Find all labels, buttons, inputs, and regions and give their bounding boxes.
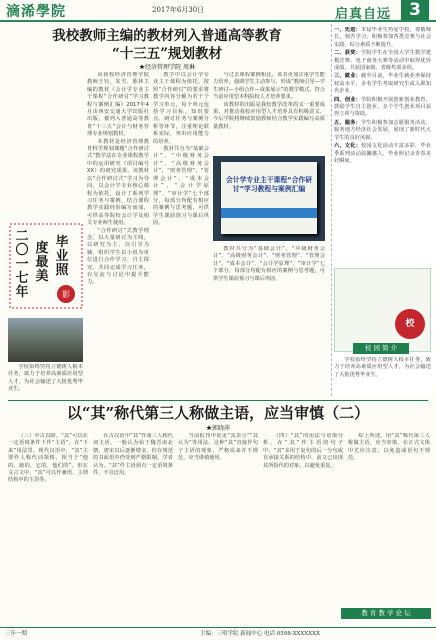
paragraph: （三）中古以降，“其”可以在一定语境条件下作“主语”，在“下来”用法里。现代汉语中，“其”主要作人称代词领格，相当于“他的、她的、它的、他们的”。但在文言文中，“其”可以作兼语、主谓结构中的主语等。 [8,433,88,484]
paragraph: 当前报刊中常见“其表示”“其认为”等用法，这种“其”直接作句子主语的现象，严格说来并不规范，应当谨慎使用。 [178,433,258,462]
list-item: 六、文化：校园文化活动丰富多彩，毕业季系列活动温馨感人，毕业照记录青春美好瞬间。 [334,143,431,164]
section-divider [8,400,428,401]
article-2-column-1 [8,433,88,625]
article-column-3 [213,72,325,154]
paragraph: 本教材是经济管理教育科学规划课题“合作研讨式”教学法在专业课程教学中的运用研究（项目编号XX）的研究成果。该教材以“合作研讨式”学习为导向，以会计学专业核心课程为依托，设计了系列学习任务与案例，结合课程教学实践经验编写而成，可供高等院校会计学及相关专业师生使用。 [87,138,149,227]
sidebar-text [334,27,431,265]
paragraph: （四）“其”的用法与语境分析。在“其”作主语的句子中，“其”多用于复句的后一分句或有承接关系的结构中，前文已出现其所指代的对象，以避免重复。 [263,433,343,469]
caption-text: 学校始终坚持立德树人根本任务，致力于培养高素质应用型人才，为社会输送了大批优秀毕业生。 [8,364,83,393]
article-headline [8,27,326,63]
list-item: 三、就业：截至目前，毕业生就业率保持较高水平，多名学生考取研究生或入职知名企业。 [334,73,431,95]
page-number: 3 [401,0,429,20]
svg-text:年: 年 [15,285,29,300]
article-2-column-2 [93,433,173,625]
paragraph: 教材共分为“基础会计”、“中级财务会计”、“高级财务会计”、“财务管理”、“管理会计”、“成本会计”、“会计学原理”、“审计学”七个部分，每部分均配有相应的案例与思考题，可供学生课前预习与课后巩固。 [153,146,209,227]
campus-photo [8,318,83,362]
article-2-column-5 [348,433,430,605]
paragraph: 由我校经济管理学院教师王钰、朱雪、陈林主编的教材《会计学专业主干课程“合作研讨”学习教程与案例汇编》2017年4月由西安交通大学出版社出版，被列入普通高等教育“十三五”会计与财务管理专业规划教材。 [87,72,149,138]
book-cover [221,162,317,234]
sidebar-box [334,268,431,352]
paragraph: 学校始终坚持立德树人根本任务，致力于培养高素质应用型人才，为社会输送了大批优秀毕业生。 [334,357,431,378]
article-2-column-4 [263,433,343,625]
book-cover-image [213,156,325,241]
list-item: 一、先进：本届毕业生热爱学校，尊敬师长，刻苦学习，积极参加各类竞赛与社会实践，综合素质不断提升。 [334,27,431,48]
svg-text:毕: 毕 [55,235,69,250]
list-item: 四、创业：学院积极开展创新创业教育，鼓励学生自主创业，多个学生创业项目获得立项与资助。 [334,96,431,118]
book-band [221,208,317,218]
article-column-3-cont [213,246,325,312]
article-2-headline: 以“其”称代第三人称做主语，应当审慎（二） [66,404,370,422]
intro-tag: 校 园 简 介 [353,343,409,354]
article-2-column-3 [178,433,258,625]
footer-text: 主编：三明学院 新闻中心 电话 0598-XXXXXXX [200,631,321,637]
list-item: 二、获奖：学院学生在全国大学生数学建模竞赛、电子商务大赛等活动中取得优异成绩，共获国家级、省级奖项多项。 [334,50,431,72]
forum-tag: 教 育 教 学 论 坛 [341,608,431,619]
article-byline: ★经济管理学院 周琳 [139,64,195,71]
headline-line-2: “十三五”规划教材 [111,46,223,62]
paragraph: 教学中以会计学专业主干课程为依托，按照“合作研讨”的要求将教学内容分解为若干个学习单元，每个单元包括学习目标、知识要点、研讨任务与案例分析等环节，注重理论联系实际，突出应用能力的培养。 [153,72,209,145]
section-title: 启真自远 [335,7,392,22]
svg-text:一: 一 [15,257,29,272]
list-item: 五、服务：学生积极参加志愿服务活动，服务地方经济社会发展，展现了新时代大学生的良好风貌。 [334,119,431,141]
issue-date: 2017年6月30日 [152,6,205,14]
photo-caption [8,364,83,398]
sidebar-bottom-text [334,357,431,393]
seal-stamp: 校 [395,309,425,339]
paragraph: 与过去课程案例相比，该书更加注重学生能力培养，强调学生主动参与，形成“教师引导—学生研讨—小组合作—成果展示”的教学模式，符合当前应用型本科院校人才培养要求。 [213,72,325,101]
svg-text:照: 照 [55,263,69,278]
footer-date: 三年一期 [5,631,28,637]
paragraph: 综上所述，用“其”称代第三人称做主语，应当审慎，在正式文体中尤应注意，以免造成语句不规范。 [348,433,430,462]
headline-line-1: 我校教师主编的教材列入普通高等教育 [52,28,282,44]
paragraph: 在古汉语中“其”作第三人称代词主语，一般认为始于魏晋南北朝，唐宋以后逐渐增多，但在规范的书面语中仍受到严格限制。学者认为，“其”作主语须有一定语境条件，不宜泛用。 [93,433,173,477]
svg-text:七: 七 [15,271,29,286]
article-column-1 [87,72,149,312]
svg-text:二: 二 [15,229,29,244]
article-2-author: ★郭晓萍 [205,425,230,432]
paragraph: 该教材的出版是我校教学改革的又一重要成果，对推动我校应用型人才培养具有积极意义。今后学院将继续鼓励教师结合教学实践编写高质量教材。 [213,101,325,130]
paragraph: “合作研讨”式教学理念，以大量研讨为主线，以研究为主，以引导为辅，组织学生以小组为单位进行合作学习、自主探究，共同完成学习任务，在交流与讨论中提升能力。 [87,227,149,286]
svg-text:美: 美 [35,269,49,284]
svg-text:业: 业 [55,249,69,264]
graduation-photo-banner [8,222,84,310]
svg-text:度: 度 [35,241,49,256]
paragraph: 教材共分为“基础会计”、“中级财务会计”、“高级财务会计”、“财务管理”、“管理会计”、“成本会计”、“会计学原理”、“审计学”七个部分，每部分均配有相应的案例与思考题，可供学生课前预习与课后巩固。 [213,246,325,282]
article-column-2 [153,72,209,312]
svg-text:最: 最 [35,255,49,270]
newspaper-logo: 滴浠學院 [6,4,66,20]
book-title: 会计学专业主干课程“合作研讨”学习教程与案例汇编 [225,176,313,193]
svg-text:〇: 〇 [15,243,29,258]
svg-text:影: 影 [62,290,70,299]
